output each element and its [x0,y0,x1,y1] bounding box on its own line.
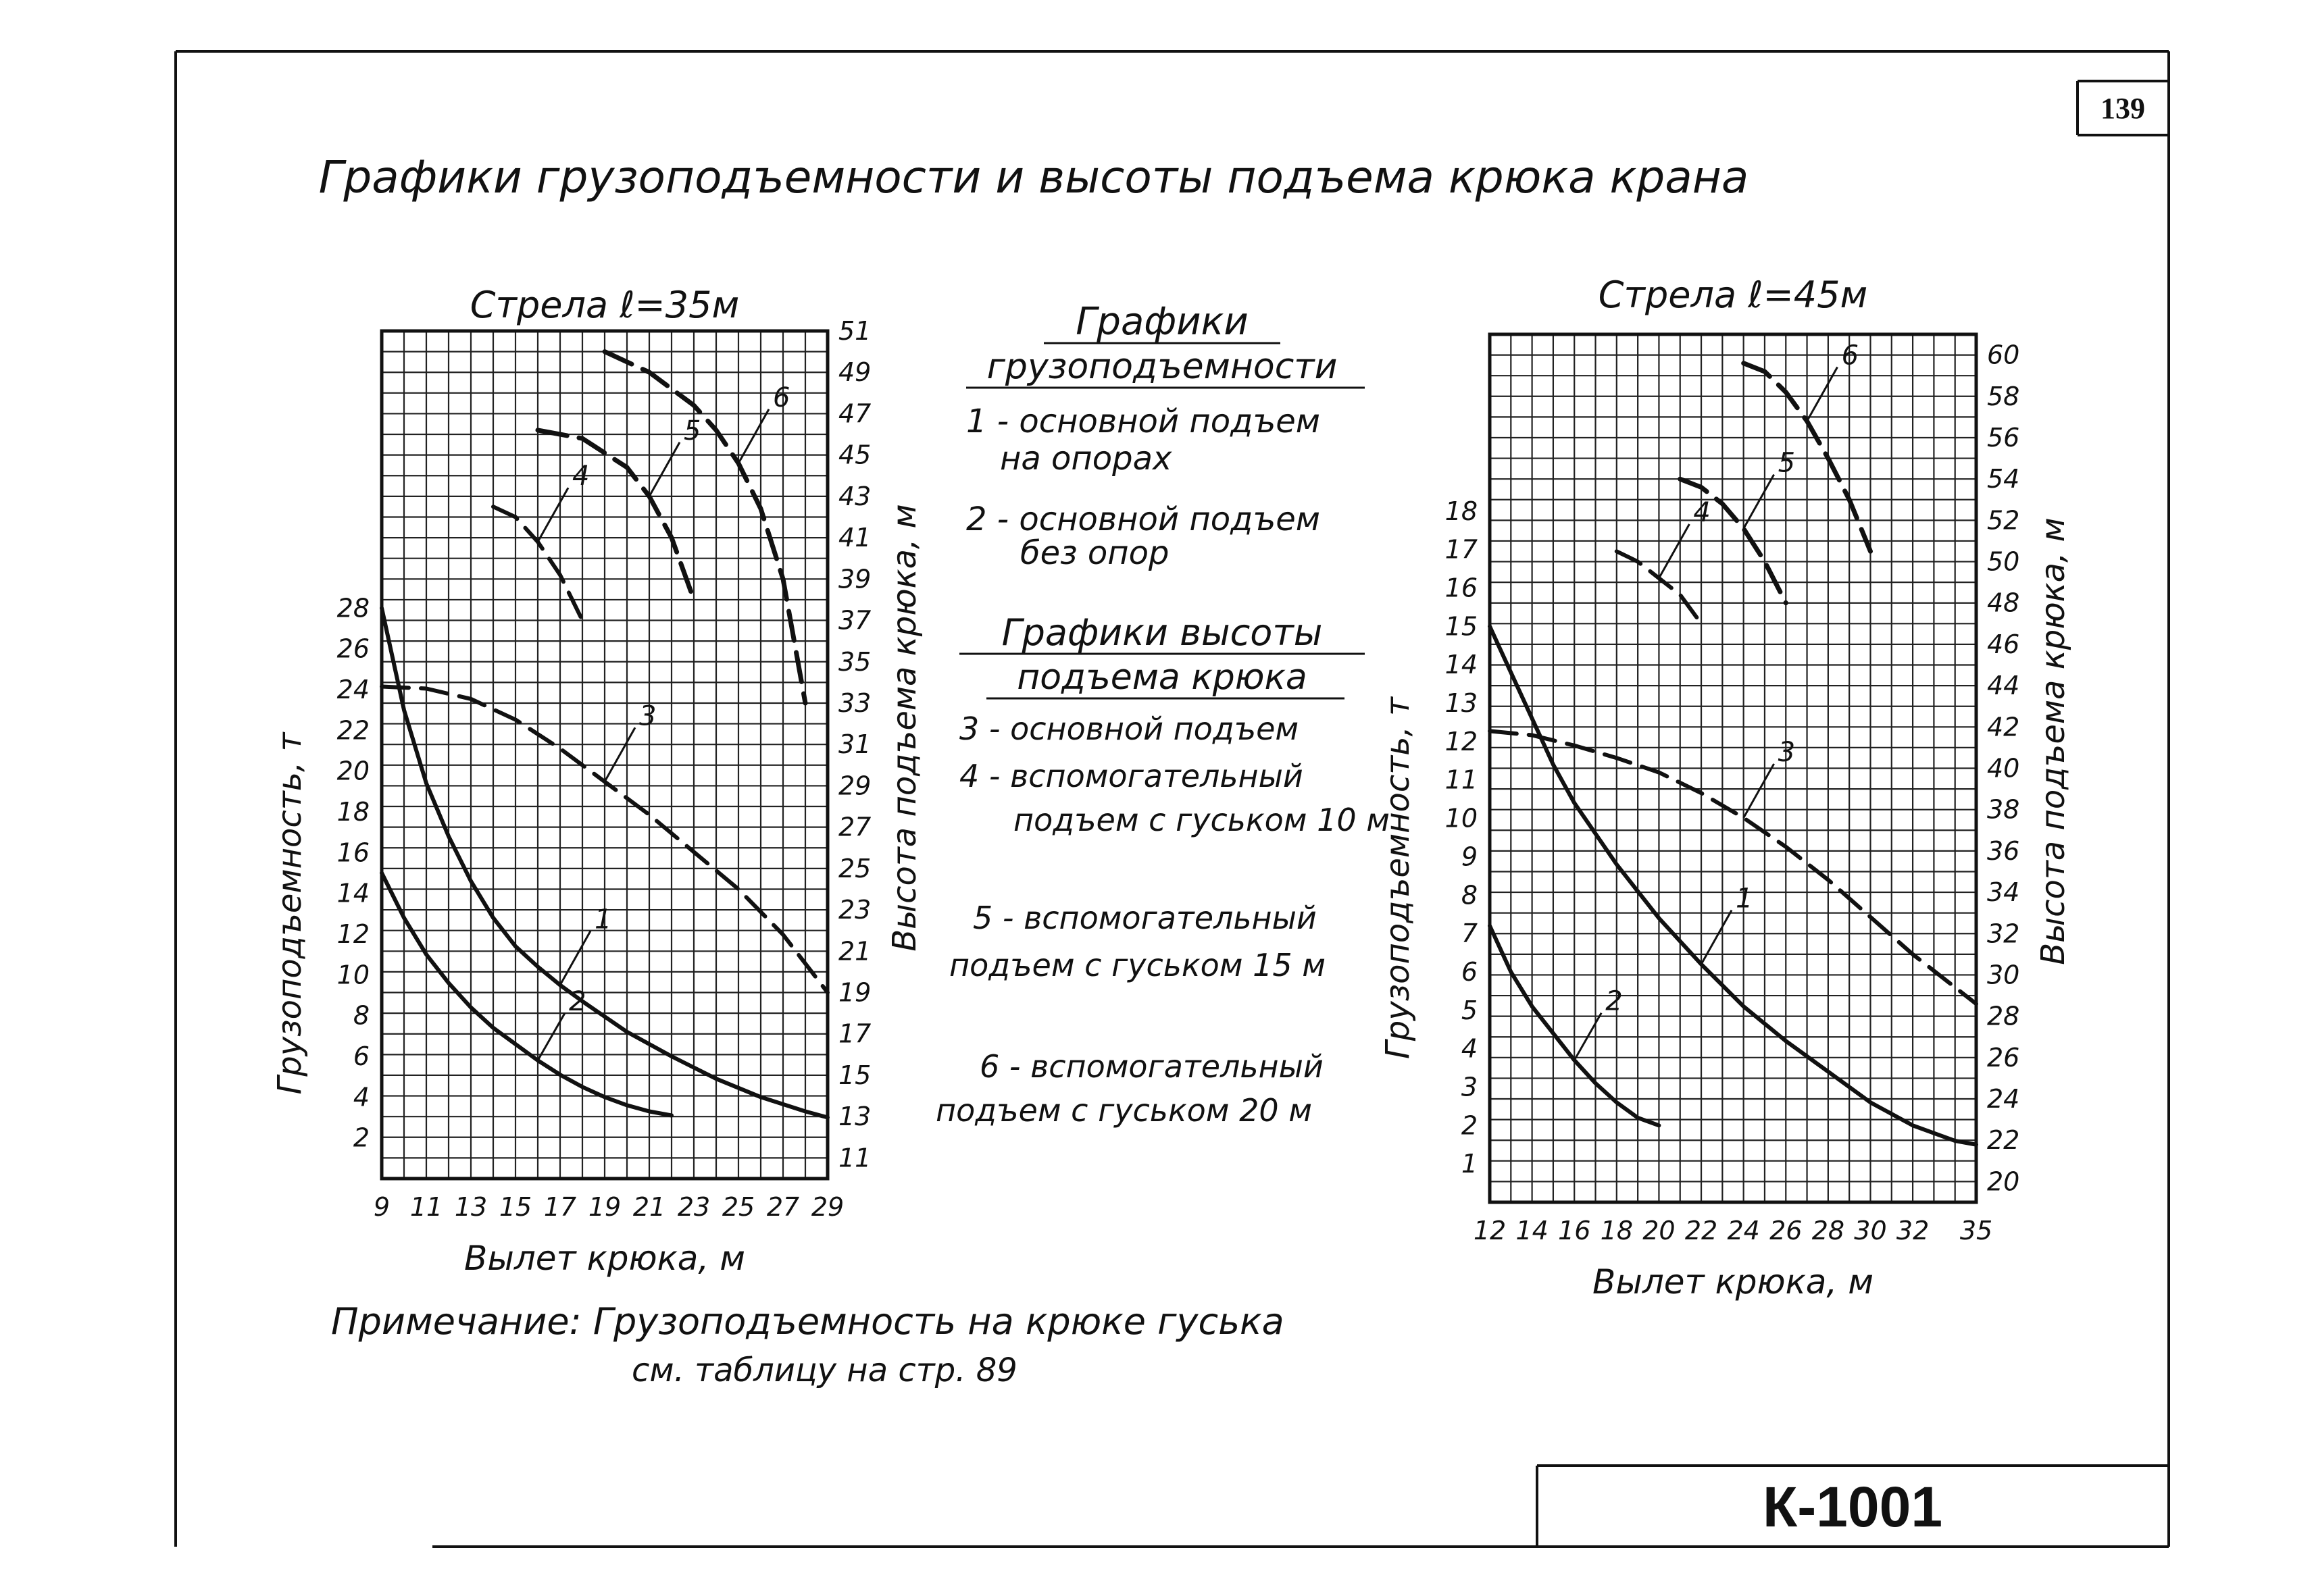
c45-ytick-left: 7 [1461,919,1478,949]
c35-ytick-left: 6 [353,1041,370,1071]
legend-height-heading-2: подъема крюка [1017,657,1307,698]
c45-xtick: 22 [1684,1216,1718,1245]
c35-ytick-right: 41 [838,523,872,553]
c35-xtick: 17 [543,1192,577,1222]
c35-ytick-left: 12 [336,919,370,949]
legend-item-2-line2: без опор [1020,534,1169,572]
c45-series-1-leader [1701,910,1732,964]
c35-ytick-right: 35 [838,646,872,677]
c35-ylabel-left: Грузоподъемность, т [271,732,309,1095]
c35-ytick-right: 45 [838,440,872,470]
c45-ytick-right: 56 [1987,422,2020,453]
c35-ytick-right: 39 [838,564,872,594]
c35-ytick-left: 20 [336,756,370,786]
c45-ytick-right: 36 [1987,835,2020,866]
c45-xtick: 35 [1959,1216,1993,1245]
c45-xtick: 16 [1558,1216,1591,1245]
c35-ytick-left: 10 [336,960,370,990]
page-title: Графики грузоподъемности и высоты подъема крюка крана [318,151,1749,203]
c45-ytick-right: 42 [1987,712,2020,742]
c45-series-1-label: 1 [1736,883,1753,915]
c45-ytick-right: 50 [1987,546,2020,577]
chart-boom-35m [271,284,924,1278]
legend-item-1-line2: на опорах [1000,440,1172,478]
c45-xtick: 18 [1600,1216,1634,1245]
c45-ytick-right: 20 [1987,1166,2020,1197]
c35-series-5-label: 5 [684,415,701,446]
c45-ytick-right: 26 [1987,1042,2020,1073]
c35-ytick-right: 23 [838,895,872,925]
c45-ytick-left: 11 [1444,765,1478,795]
legend-item-4-line2: подъем с гуськом 10 м [1013,802,1390,838]
c45-grid [1490,334,1976,1202]
c35-xtick: 9 [373,1192,391,1222]
c45-series-4-leader [1659,524,1689,578]
c45-series-1-line [1490,626,1976,1144]
c35-series-5-leader [649,442,680,496]
c45-ytick-left: 9 [1461,842,1478,872]
c45-series-5-label: 5 [1778,447,1796,479]
c45-ytick-left: 5 [1461,995,1478,1025]
c45-ytick-left: 10 [1444,803,1478,833]
c35-xtick: 27 [766,1192,800,1222]
c45-ytick-right: 24 [1987,1084,2020,1114]
c35-series-3-leader [605,727,635,781]
c35-ytick-left: 8 [353,1000,370,1031]
c45-ytick-right: 46 [1987,629,2020,659]
legend-item-5-line1: 5 - вспомогательный [973,900,1317,936]
legend-item-6-line2: подъем с гуськом 20 м [936,1092,1312,1129]
c35-ytick-right: 19 [838,977,872,1008]
c35-ytick-left: 4 [353,1082,370,1112]
c35-xlabel: Вылет крюка, м [464,1239,745,1278]
c45-ytick-left: 8 [1461,880,1478,910]
c45-ytick-right: 54 [1987,464,2020,494]
legend-item-3-line1: 3 - основной подъем [959,711,1299,747]
c45-ytick-left: 6 [1461,956,1478,987]
c35-ytick-right: 21 [838,936,872,967]
c35-xtick: 25 [722,1192,755,1222]
c45-ytick-right: 32 [1987,919,2020,949]
c45-ytick-right: 58 [1987,381,2020,411]
c45-xtick: 32 [1896,1216,1930,1245]
c35-ytick-right: 37 [838,605,872,636]
c45-xtick: 26 [1769,1216,1803,1245]
c35-ytick-left: 16 [336,838,370,868]
c45-ylabel-right: Высота подъема крюка, м [2034,517,2072,965]
c45-series-2-label: 2 [1605,985,1623,1017]
c35-xtick: 29 [811,1192,845,1222]
c35-ytick-left: 24 [336,675,370,704]
c35-ytick-left: 22 [336,715,370,746]
c45-ytick-right: 44 [1987,671,2020,701]
c45-series-4-label: 4 [1693,497,1711,529]
sheet-code: К-1001 [1762,1475,1943,1539]
c35-ytick-right: 11 [838,1143,872,1173]
c35-ytick-left: 2 [353,1123,370,1153]
c35-grid [382,331,828,1179]
c35-series-4-label: 4 [572,461,590,492]
c35-series-1-label: 1 [595,904,612,935]
c45-ytick-right: 38 [1987,794,2020,825]
c45-ytick-left: 1 [1461,1149,1478,1179]
c45-ytick-right: 28 [1987,1001,2020,1031]
c45-ytick-right: 52 [1987,505,2020,536]
note-line-1: Примечание: Грузоподъемность на крюке гуська [331,1300,1284,1343]
c35-ytick-right: 33 [838,688,872,718]
c35-ytick-right: 27 [838,812,872,842]
legend-item-5-line2: подъем с гуськом 15 м [949,947,1326,983]
c45-ytick-left: 16 [1444,573,1478,603]
c45-ytick-right: 48 [1987,588,2020,618]
c35-xtick: 23 [677,1192,711,1222]
c45-ytick-left: 3 [1461,1072,1478,1102]
chart-boom-45m [1379,274,2072,1302]
c35-ytick-right: 29 [838,771,872,801]
legend-item-2-line1: 2 - основной подъем [966,500,1320,538]
c45-xlabel: Вылет крюка, м [1592,1262,1873,1302]
c45-xtick: 14 [1515,1216,1549,1245]
c35-ytick-right: 13 [838,1102,872,1132]
c35-xtick: 21 [632,1192,666,1222]
note-line-2: см. таблицу на стр. 89 [632,1352,1017,1389]
c45-series-3-label: 3 [1778,736,1796,768]
c45-ytick-left: 15 [1444,611,1478,642]
c45-ytick-left: 4 [1461,1033,1478,1064]
c45-xtick: 30 [1854,1216,1887,1245]
c35-xtick: 15 [499,1192,532,1222]
c35-ytick-right: 43 [838,481,872,511]
c45-ylabel-left: Грузоподъемность, т [1379,697,1417,1059]
c35-title: Стрела ℓ=35м [470,284,740,326]
c35-ytick-right: 17 [838,1019,872,1049]
c45-title: Стрела ℓ=45м [1598,274,1868,316]
c45-ytick-left: 2 [1461,1110,1478,1141]
c45-ytick-left: 14 [1444,650,1478,680]
c45-xtick: 28 [1811,1216,1845,1245]
legend-item-4-line1: 4 - вспомогательный [959,758,1303,794]
legend [936,300,1390,1129]
c35-series-6-label: 6 [773,382,790,413]
c35-ytick-right: 25 [838,853,872,883]
c35-ytick-left: 28 [336,593,370,623]
c45-series-3-line [1490,731,1976,1004]
c45-xtick: 12 [1473,1216,1507,1245]
c35-xtick: 13 [454,1192,488,1222]
c45-ytick-left: 17 [1444,534,1478,565]
c45-ytick-right: 40 [1987,753,2020,783]
c45-series-6-label: 6 [1841,340,1859,371]
c35-series-2-label: 2 [569,986,586,1018]
c35-xtick: 11 [409,1192,443,1222]
c45-ytick-right: 34 [1987,877,2020,908]
c45-xtick: 20 [1642,1216,1676,1245]
c35-ylabel-right: Высота подъема крюка, м [886,504,924,952]
c35-ytick-right: 15 [838,1060,872,1090]
c35-ytick-right: 49 [838,357,872,388]
page-number: 139 [2101,92,2145,125]
c35-ytick-left: 14 [336,878,370,908]
c35-series-3-label: 3 [639,700,657,732]
c35-ytick-right: 51 [838,316,872,346]
legend-height-heading-1: Графики высоты [1001,611,1323,654]
c45-ytick-left: 18 [1444,496,1478,526]
c45-ytick-right: 60 [1987,340,2020,370]
legend-capacity-heading-2: грузоподъемности [986,346,1338,387]
legend-item-1-line1: 1 - основной подъем [966,403,1320,440]
c45-ytick-left: 12 [1444,726,1478,756]
c35-ytick-right: 31 [838,729,872,760]
c35-xtick: 19 [588,1192,622,1222]
legend-item-6-line1: 6 - вспомогательный [980,1048,1324,1085]
c35-ytick-right: 47 [838,398,872,429]
c45-ytick-left: 13 [1444,688,1478,719]
c45-ytick-right: 30 [1987,960,2020,990]
c35-ytick-left: 18 [336,797,370,827]
c35-ytick-left: 26 [336,634,370,664]
c35-series-1-leader [560,931,590,985]
legend-capacity-heading-1: Графики [1076,300,1249,344]
c45-xtick: 24 [1727,1216,1760,1245]
c45-ytick-right: 22 [1987,1125,2020,1156]
